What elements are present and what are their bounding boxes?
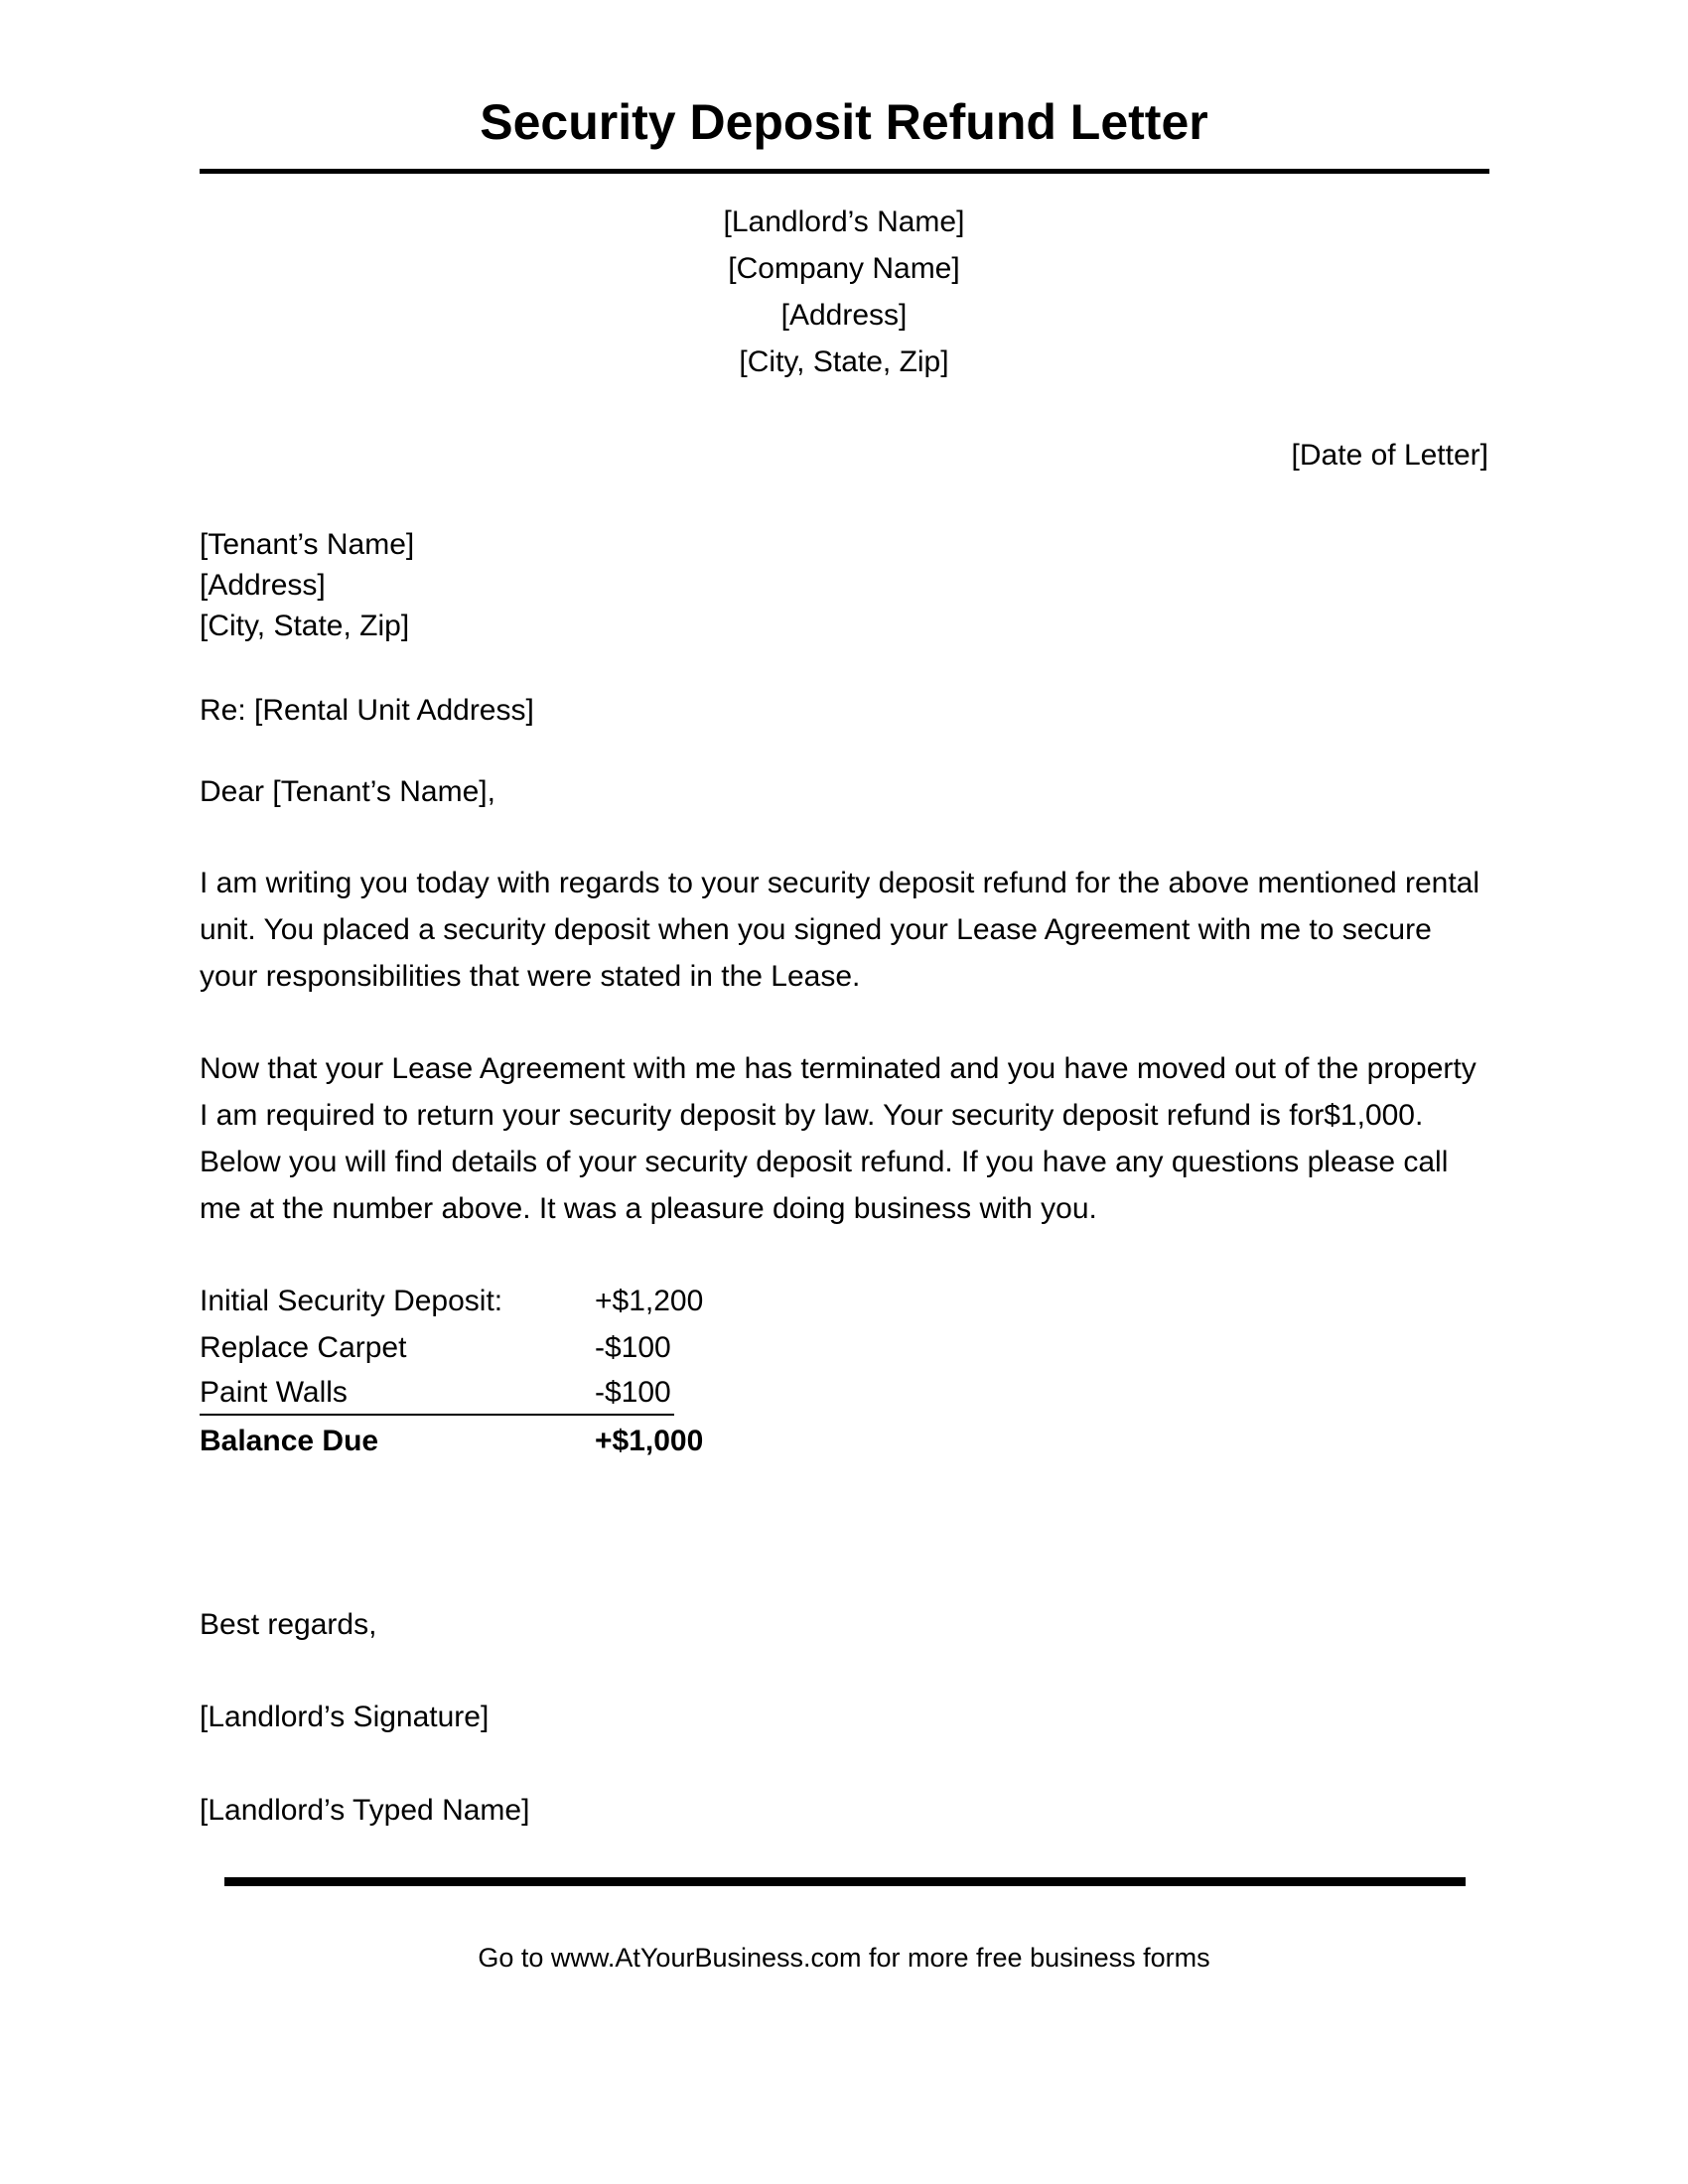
ledger-amount: -$100 bbox=[595, 1331, 671, 1364]
ledger-label: Replace Carpet bbox=[200, 1331, 407, 1364]
landlord-signature: [Landlord’s Signature] bbox=[200, 1701, 490, 1733]
landlord-company: [Company Name] bbox=[728, 252, 960, 285]
landlord-address-block bbox=[0, 199, 1688, 385]
salutation: Dear [Tenant’s Name], bbox=[200, 775, 495, 808]
document-title: Security Deposit Refund Letter bbox=[480, 94, 1208, 150]
letter-date: [Date of Letter] bbox=[1291, 439, 1488, 472]
tenant-city-state-zip: [City, State, Zip] bbox=[200, 610, 410, 642]
ledger-row bbox=[200, 1371, 674, 1416]
closing: Best regards, bbox=[200, 1608, 377, 1641]
landlord-name: [Landlord’s Name] bbox=[723, 205, 965, 238]
ledger-row bbox=[200, 1324, 703, 1371]
ledger-label: Paint Walls bbox=[200, 1376, 348, 1409]
body-paragraph-1: I am writing you today with regards to your security deposit refund for the above mentioned rental unit. You placed a security deposit when you signed your Lease Agreement with me to secure your responsibilities that were stated in the Lease. bbox=[200, 867, 1480, 993]
tenant-address: [Address] bbox=[200, 569, 326, 602]
landlord-address: [Address] bbox=[780, 299, 908, 332]
ledger-total-label: Balance Due bbox=[200, 1425, 379, 1457]
ledger-label: Initial Security Deposit: bbox=[200, 1285, 503, 1317]
ledger-amount: +$1,200 bbox=[595, 1285, 704, 1317]
landlord-city-state-zip: [City, State, Zip] bbox=[739, 345, 949, 378]
tenant-name: [Tenant’s Name] bbox=[200, 528, 415, 561]
footer-note: Go to www.AtYourBusiness.com for more free business forms bbox=[478, 1943, 1210, 1973]
ledger-amount: -$100 bbox=[595, 1376, 671, 1409]
footer-divider bbox=[224, 1877, 1466, 1886]
refund-ledger bbox=[200, 1278, 703, 1464]
title-divider bbox=[200, 169, 1489, 174]
ledger-row bbox=[200, 1278, 703, 1324]
ledger-total-amount: +$1,000 bbox=[595, 1425, 704, 1457]
ledger-total-row bbox=[200, 1418, 703, 1464]
tenant-address-block bbox=[200, 524, 414, 646]
re-line: Re: [Rental Unit Address] bbox=[200, 694, 534, 727]
body-paragraph-2: Now that your Lease Agreement with me has terminated and you have moved out of the property I am required to return your security deposit by law. Your security deposit refund is for$1,000. Below you will find details of your security deposit refund. If you have any questions please call me at the number above. It was a pleasure doing business with you. bbox=[200, 1052, 1477, 1225]
landlord-typed-name: [Landlord’s Typed Name] bbox=[200, 1794, 530, 1827]
